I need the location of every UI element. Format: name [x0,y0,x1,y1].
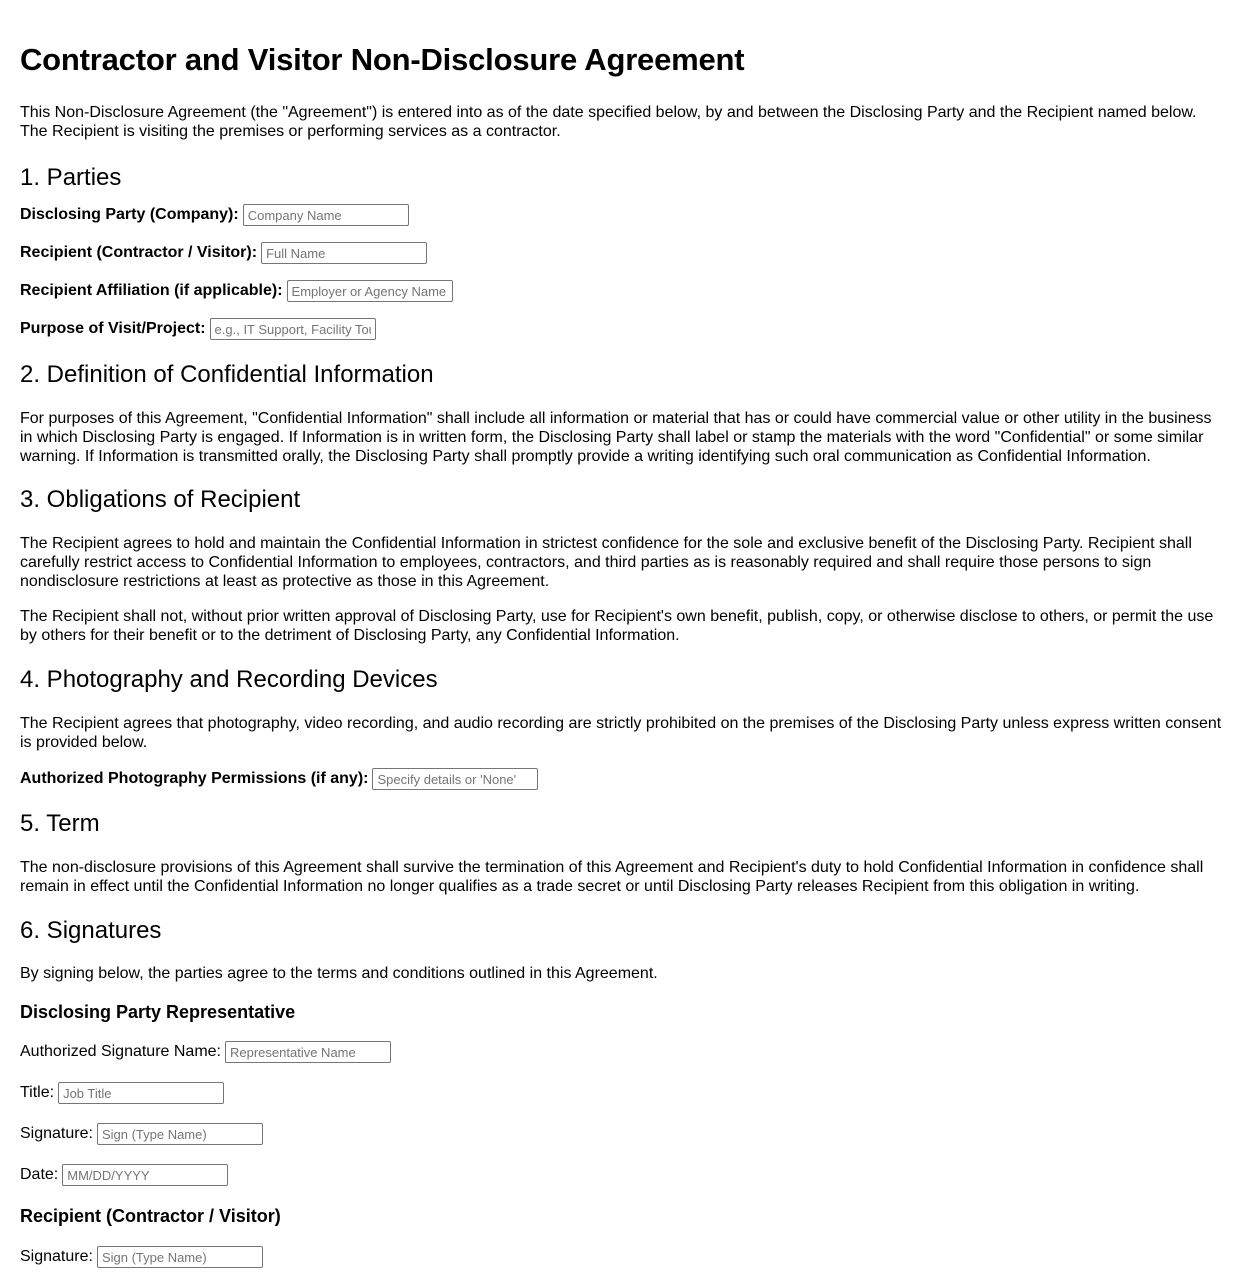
representative-signature-input[interactable] [97,1123,263,1145]
disclosing-party-field [20,204,1227,226]
recipient-signature-field [20,1246,1227,1268]
recipient-signature-label: Signature: [20,1248,93,1265]
representative-signature-label: Signature: [20,1125,93,1142]
term-paragraph: The non-disclosure provisions of this Agreement shall survive the termination of this Agreement and Recipient's duty to hold Confidential Information in confidence shall remain in effect until the Confidential Information no longer qualifies as a trade secret or until Disclosing Party releases Recipient from this obligation in writing. [20,859,1204,895]
purpose-input[interactable] [210,318,376,340]
representative-title-label: Title: [20,1084,55,1101]
recipient-signature-heading: Recipient (Contractor / Visitor) [20,1206,281,1226]
definition-paragraph: For purposes of this Agreement, "Confidential Information" shall include all information or material that has or could have commercial value or other utility in the business in which Disclosing Party is engaged. If Information is in written form, the Disclosing Party shall label or stamp the materials with the word "Confidential" or some similar warning. If Information is transmitted orally, the Disclosing Party shall promptly provide a writing identifying such oral communication as Confidential Information. [20,410,1212,465]
recipient-field [20,242,1227,264]
obligations-paragraph-2: The Recipient shall not, without prior written approval of Disclosing Party, use for Recipient's own benefit, publish, copy, or otherwise disclose to others, or permit the use by others for their benefit or to the detriment of Disclosing Party, any Confidential Information. [20,608,1214,644]
obligations-paragraph-1: The Recipient agrees to hold and maintain the Confidential Information in strictest confidence for the sole and exclusive benefit of the Disclosing Party. Recipient shall carefully restrict access to Confidential Information to employees, contractors, and third parties as is reasonably required and shall require those persons to sign nondisclosure restrictions at least as protective as those in this Agreement. [20,535,1192,590]
authorized-name-input[interactable] [225,1041,391,1063]
section-heading-signatures: 6. Signatures [20,917,162,944]
photography-paragraph: The Recipient agrees that photography, video recording, and audio recording are strictly prohibited on the premises of the Disclosing Party unless express written consent is provided below. [20,715,1222,751]
intro-paragraph: This Non-Disclosure Agreement (the "Agreement") is entered into as of the date specified below, by and between the Disclosing Party and the Recipient named below. The Recipient is visiting the premises or performing services as a contractor. [20,104,1197,140]
representative-signature-field [20,1123,1227,1145]
recipient-affiliation-label: Recipient Affiliation (if applicable): [20,282,283,299]
recipient-label: Recipient (Contractor / Visitor): [20,244,258,261]
section-heading-obligations: 3. Obligations of Recipient [20,486,301,513]
section-heading-photography: 4. Photography and Recording Devices [20,666,438,693]
authorized-name-label: Authorized Signature Name: [20,1043,221,1060]
representative-date-input[interactable] [62,1164,228,1186]
purpose-field [20,318,1227,340]
authorized-name-field [20,1041,1227,1063]
recipient-signature-input[interactable] [97,1246,263,1268]
disclosing-party-label: Disclosing Party (Company): [20,206,239,223]
representative-date-label: Date: [20,1166,59,1183]
photography-permissions-label: Authorized Photography Permissions (if any): [20,770,369,787]
recipient-input[interactable] [261,242,427,264]
section-heading-parties: 1. Parties [20,164,122,191]
section-heading-definition: 2. Definition of Confidential Information [20,361,434,388]
disclosing-representative-heading: Disclosing Party Representative [20,1002,296,1022]
representative-title-input[interactable] [58,1082,224,1104]
page-title: Contractor and Visitor Non-Disclosure Agreement [20,42,745,77]
disclosing-party-input[interactable] [243,204,409,226]
signatures-paragraph: By signing below, the parties agree to the terms and conditions outlined in this Agreement. [20,965,658,982]
recipient-affiliation-input[interactable] [287,280,453,302]
representative-title-field [20,1082,1227,1104]
section-heading-term: 5. Term [20,810,100,837]
photography-permissions-field [20,768,1227,790]
representative-date-field [20,1164,1227,1186]
recipient-affiliation-field [20,280,1227,302]
purpose-label: Purpose of Visit/Project: [20,320,206,337]
photography-permissions-input[interactable] [372,768,538,790]
